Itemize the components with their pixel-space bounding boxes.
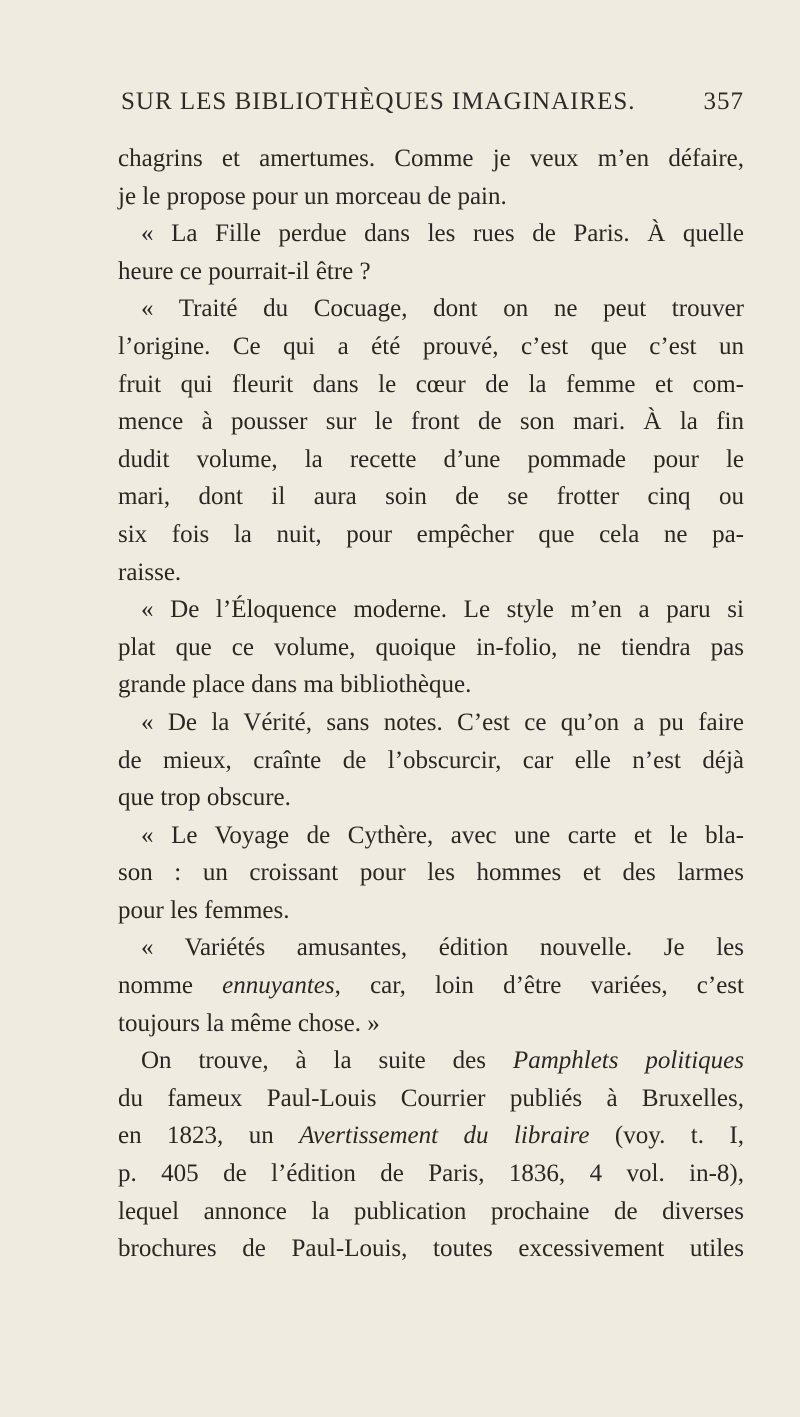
paragraph [118, 1042, 744, 1268]
text-line: mence à pousser sur le front de son mari. À la fin [118, 408, 744, 436]
running-head [118, 88, 744, 128]
text-line: lequel annonce la publication prochaine de diverses [118, 1197, 744, 1225]
text-line: On trouve, à la suite des Pamphlets politiques [141, 1047, 744, 1075]
text-line: pour les femmes. [118, 896, 290, 924]
text-line: six fois la nuit, pour empêcher que cela ne pa- [118, 520, 744, 548]
text-line: « Traité du Cocuage, dont on ne peut trouver [141, 295, 744, 323]
text-line: « De l’Éloquence moderne. Le style m’en a paru si [141, 596, 744, 624]
paragraph [118, 591, 744, 704]
body-text [118, 140, 744, 1268]
paragraph [118, 290, 744, 591]
text-line: plat que ce volume, quoique in-folio, ne tiendra pas [118, 633, 744, 661]
text-line: son : un croissant pour les hommes et des larmes [118, 859, 744, 887]
text-line: « La Fille perdue dans les rues de Paris. À quelle [141, 220, 744, 248]
paragraph [118, 704, 744, 817]
text-line: en 1823, un Avertissement du libraire (voy. t. I, [118, 1122, 744, 1150]
text-line: toujours la même chose. » [118, 1009, 380, 1037]
text-line: chagrins et amertumes. Comme je veux m’en défaire, [118, 145, 744, 172]
text-line: mari, dont il aura soin de se frotter cinq ou [118, 483, 744, 511]
text-line: dudit volume, la recette d’une pommade pour le [118, 445, 744, 473]
running-title: SUR LES BIBLIOTHÈQUES IMAGINAIRES. [121, 88, 636, 115]
text-line: « De la Vérité, sans notes. C’est ce qu’on a pu faire [141, 708, 744, 736]
text-line: fruit qui fleurit dans le cœur de la femme et com- [118, 370, 744, 398]
paragraph [118, 817, 744, 930]
page-number: 357 [703, 88, 744, 115]
text-line: du fameux Paul-Louis Courrier publiés à Bruxelles, [118, 1084, 744, 1112]
paragraph [118, 140, 744, 215]
paragraph [118, 215, 744, 290]
text-line: brochures de Paul-Louis, toutes excessivement utiles [118, 1235, 744, 1263]
text-line: p. 405 de l’édition de Paris, 1836, 4 vol. in-8), [118, 1160, 744, 1188]
text-line: l’origine. Ce qui a été prouvé, c’est que c’est un [118, 332, 744, 360]
text-line: je le propose pour un morceau de pain. [118, 182, 507, 210]
text-line: « Variétés amusantes, édition nouvelle. Je les [141, 934, 744, 962]
text-line: grande place dans ma bibliothèque. [118, 671, 472, 699]
text-line: que trop obscure. [118, 784, 291, 812]
text-line: raisse. [118, 558, 182, 586]
text-line: de mieux, craînte de l’obscurcir, car elle n’est déjà [118, 746, 744, 774]
text-line: nomme ennuyantes, car, loin d’être variées, c’est [118, 972, 744, 1000]
text-line: « Le Voyage de Cythère, avec une carte et le bla- [141, 821, 744, 849]
paragraph [118, 929, 744, 1042]
text-line: heure ce pourrait-il être ? [118, 257, 371, 285]
